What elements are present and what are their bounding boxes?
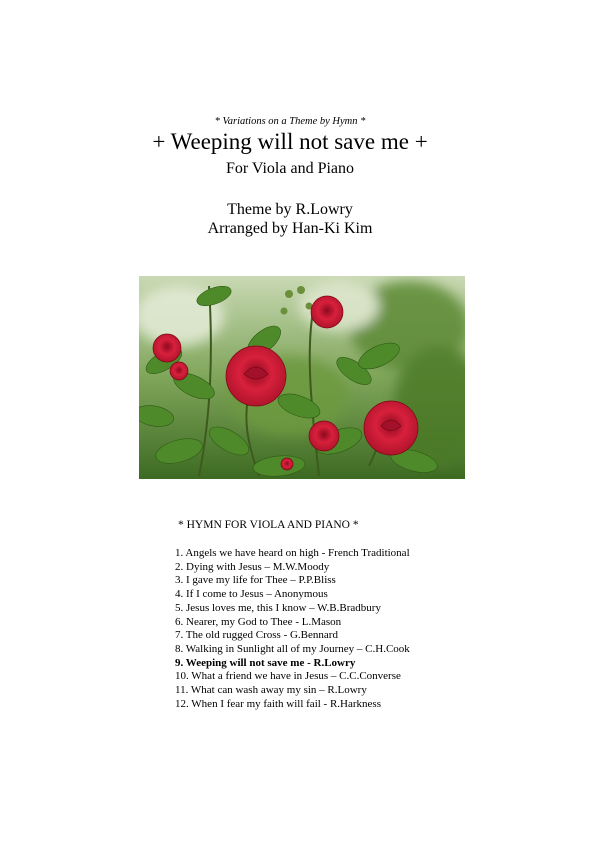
list-item: 6. Nearer, my God to Thee - L.Mason (175, 615, 342, 628)
theme-credit: Theme by R.Lowry (227, 201, 353, 218)
rose-photo (139, 276, 465, 479)
list-item: 3. I gave my life for Thee – P.P.Bliss (175, 574, 336, 587)
list-item: 10. What a friend we have in Jesus – C.C.Converse (175, 670, 401, 683)
instrumentation: For Viola and Piano (225, 160, 355, 177)
list-item: 2. Dying with Jesus – M.W.Moody (175, 560, 330, 573)
list-item: 12. When I fear my faith will fail - R.Harkness (175, 697, 381, 710)
list-item: 4. If I come to Jesus – Anonymous (175, 588, 328, 601)
hymn-list (175, 547, 410, 711)
list-item: 5. Jesus loves me, this I know – W.B.Bradbury (175, 601, 381, 614)
list-item: 1. Angels we have heard on high - French Traditional (175, 547, 410, 559)
page-title: + Weeping will not save me + (152, 129, 428, 154)
list-item: 8. Walking in Sunlight all of my Journey – C.H.Cook (175, 642, 410, 655)
list-item: 7. The old rugged Cross - G.Bennard (175, 629, 338, 642)
hymn-list-heading: * HYMN FOR VIOLA AND PIANO * (178, 519, 359, 531)
arranger-credit: Arranged by Han-Ki Kim (207, 220, 373, 237)
list-item-highlighted: 9. Weeping will not save me - R.Lowry (175, 656, 356, 669)
subtitle: * Variations on a Theme by Hymn * (214, 116, 366, 127)
credits (0, 200, 580, 238)
list-item: 11. What can wash away my sin – R.Lowry (175, 684, 367, 697)
